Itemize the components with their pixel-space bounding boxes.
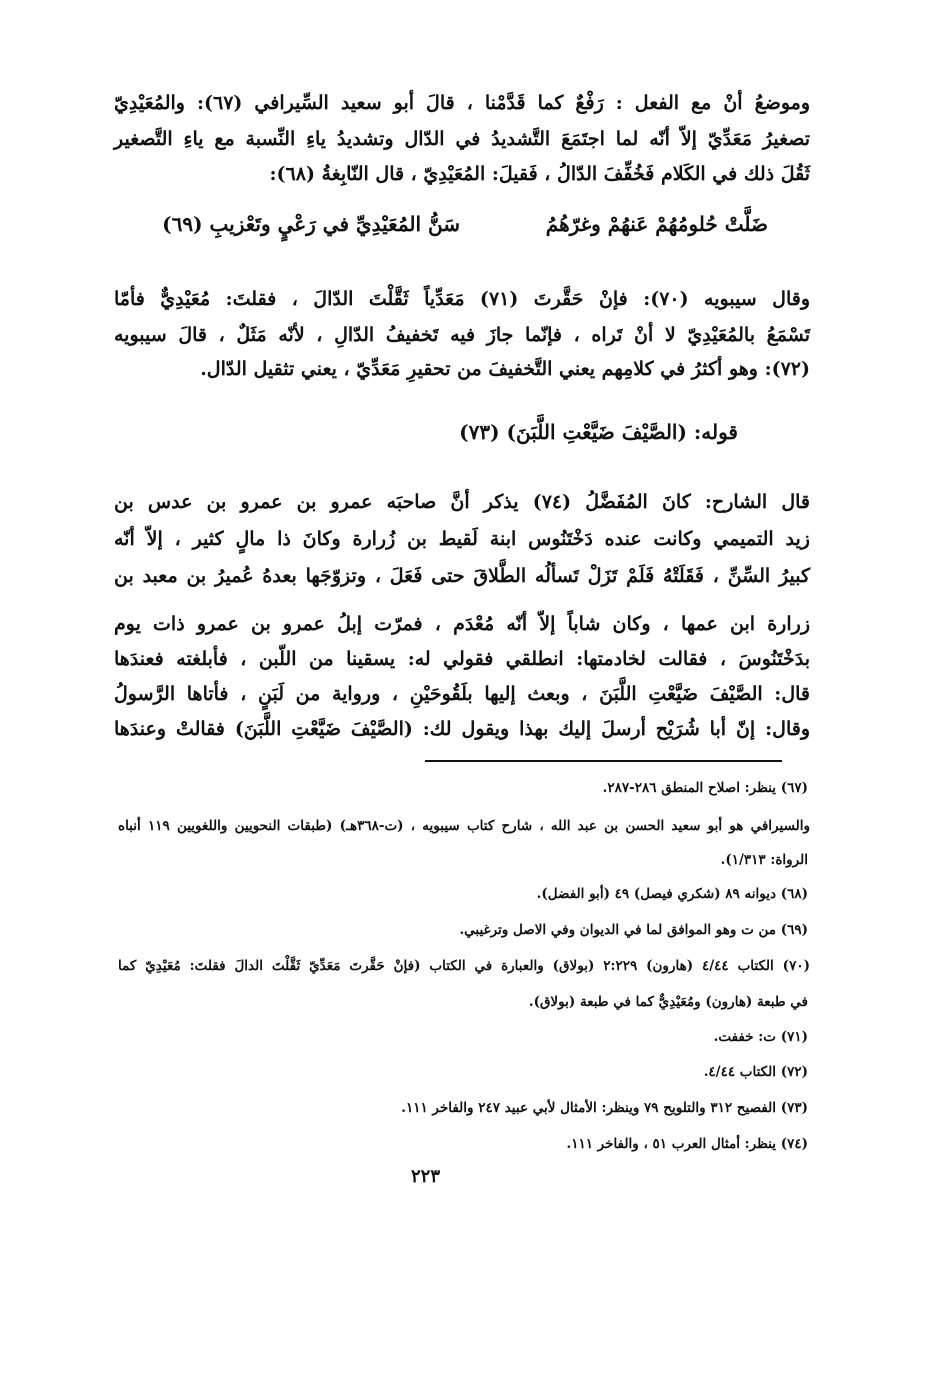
body-line: قال الشارح: كانَ المُفَضَّلُ (٧٤) يذكر أنَّ صاحبَه عمرو بن عمرو بن عدس بن xyxy=(114,491,811,513)
footnote: في طبعة (هارون) ومُعَيْدِيٌّ كما في طبعة (بولاق). xyxy=(528,994,808,1010)
footnote: (٦٨) ديوانه ٨٩ (شكري فيصل) ٤٩ (أبو الفضل). xyxy=(536,886,808,902)
footnote: (٧٢) الكتاب ٤/٤٤. xyxy=(703,1064,808,1080)
footnote: الرواة: ١/٣١٣). xyxy=(720,852,808,868)
proverb-heading: قوله: (الصَّيْفَ ضَيَّعْتِ اللَّبَنَ) (٧٣) xyxy=(459,420,738,444)
body-line: زيد التميمي وكانت عنده دَخْتَنُوس ابنة لَقيط بن زُرارة وكانَ ذا مالٍ كثير ، إلاّ أنّه xyxy=(114,528,810,550)
body-line: قال: الصَّيْفَ ضَيَّعْتِ اللَّبَنَ ، وبعث إليها بلَقُوحَيْنِ ، ورواية من لَبَنٍ ، فأتاها الرَّسولُ xyxy=(114,683,810,705)
verse-first-hemistich: ضَلَّتْ حُلومُهُمْ عَنهُمْ وغرّهُمُ xyxy=(545,212,768,236)
footnote: (٧٤) ينظر: أمثال العرب ٥١ ، والفاخر ١١١. xyxy=(566,1136,808,1152)
body-line: وقال: إنّ أبا شُرَيْح أرسلَ إليك بهذا ويقول لك: (الصَّيْفَ ضَيَّعْتِ اللَّبَنَ) فقالتْ وعندَها xyxy=(114,718,810,740)
footnote: (٧٠) الكتاب ٤/٤٤ (هارون) ٢:٢٢٩ (بولاق) والعبارة في الكتاب (فإنْ حَقَّرتَ مَعَدِّيّ ثَقَّلْتَ الدالَ فقلتَ: مُعَيْدِيّ كما xyxy=(118,958,810,974)
body-line: زرارة ابن عمها ، وكان شاباً إلاّ أنّه مُعْدَم ، فمرّت إبلُ عمرو بن عمرو ذات يوم xyxy=(114,613,810,635)
body-line: تصغيرُ مَعَدِّيّ إلاّ أنّه لما اجتَمَعَ التَّشديدُ في الدّال وتشديدُ ياءِ النِّسبة مع ياءِ التَّصغير xyxy=(114,128,810,150)
footnote: (٧٣) الفصيح ٣١٢ والتلويح ٧٩ وينظر: الأمثال لأبي عبيد ٢٤٧ والفاخر ١١١. xyxy=(401,1100,808,1116)
body-line: ثَقُلَ ذلك في الكَلام فَخُفِّفَ الدّالُ ، فَقيلَ: المُعَيْدِيّ ، قال النّابِغةُ (٦٨): xyxy=(269,163,810,185)
verse-second-hemistich: سَنُّ المُعَيْدِيِّ في رَعْيٍ وتَعْزيبِ (٦٩) xyxy=(162,212,460,236)
body-line: (٧٢): وهو أكثرُ في كلامِهم يعني التَّخفيفَ من تحقيرِ مَعَدِّيّ ، يعني تثقيل الدّال. xyxy=(200,358,810,380)
body-line: وقال سيبويه (٧٠): فإنْ حَقَّرتَ (٧١) مَعَدِّياً ثَقَّلْتَ الدّالَ ، فقلتَ: مُعَيْدِيٌّ فأمّا xyxy=(114,288,811,310)
page-number: ٢٢٣ xyxy=(411,1166,441,1187)
body-line: تَسْمَعُ بالمُعَيْدِيّ لا أنْ تَراه ، فإنّما جازَ فيه تَخفيفُ الدّالِ ، لأنّه مَثَلٌ ، قالَ سيبويه xyxy=(114,324,810,346)
body-line: بدَخْتَنُوسَ ، فقالت لخادمتها: انطلقي فقولي له: يسقينا من اللّبن ، فأبلغته فعندَها xyxy=(114,648,810,670)
footnote: والسيرافي هو أبو سعيد الحسن بن عبد الله ، شارح كتاب سيبويه ، (ت-٣٦٨هـ) (طبقات النحويين واللغويين ١١٩ أنباه xyxy=(118,818,811,834)
footnote: (٦٧) ينظر: اصلاح المنطق ٢٨٦-٢٨٧. xyxy=(602,780,808,796)
body-line: وموضعُ أنْ مع الفعل : رَفْعٌ كما قَدَّمْنا ، قالَ أبو سعيد السِّيرافي (٦٧): والمُعَيْدِيّ xyxy=(114,92,810,114)
footnote-separator xyxy=(425,760,782,762)
footnote: (٧١) ت: خففت. xyxy=(713,1029,808,1045)
footnote: (٦٩) من ت وهو الموافق لما في الديوان وفي الاصل وترغيبي. xyxy=(459,922,808,938)
body-line: كبيرُ السِّنِّ ، فَقَلَتْهُ فَلَمْ تَزَلْ تَسألُه الطَّلاقَ حتى فَعَلَ ، وتزوّجَها بعدهُ عُميرُ بن معبد بن xyxy=(114,565,810,587)
